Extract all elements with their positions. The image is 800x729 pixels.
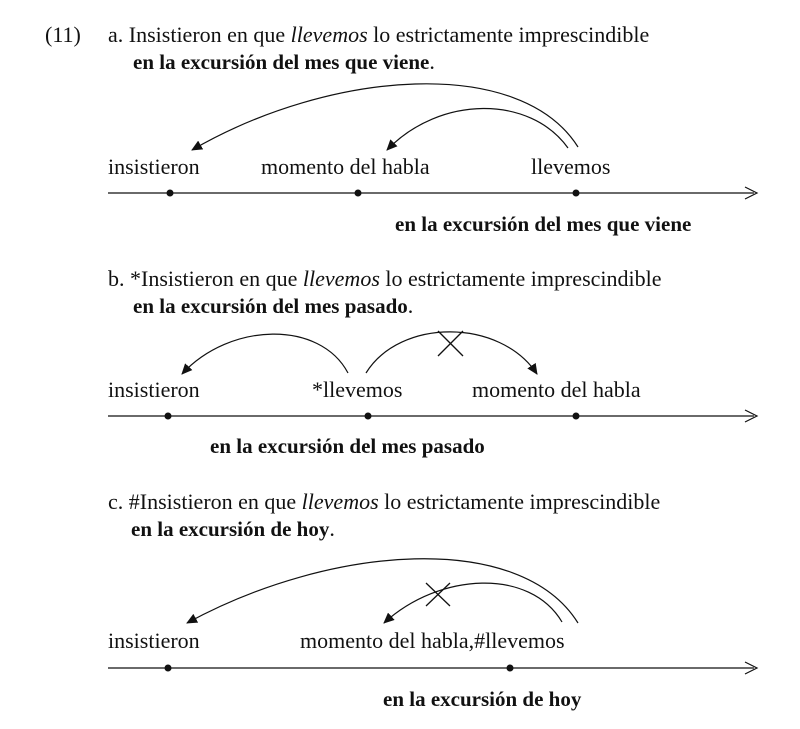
item-letter-a: a. <box>108 22 124 47</box>
timeline-b-label-llevemos: *llevemos <box>312 377 403 402</box>
timeline-b <box>108 331 757 422</box>
timeline-a-label-speech-time: momento del habla <box>261 154 430 179</box>
timeline-c-arc-to-speech-time <box>384 583 562 623</box>
sentence-b-bold-phrase: en la excursión del mes pasado <box>133 294 408 318</box>
item-letter-b: b. <box>108 266 125 291</box>
timeline-a <box>108 84 757 199</box>
item-letter-c: c. <box>108 489 124 514</box>
timeline-c-label-speech-time-llevemos: momento del habla,#llevemos <box>300 628 565 653</box>
sentence-b-pre: *Insistieron en que <box>130 266 298 291</box>
sentence-b-verb: llevemos <box>302 266 380 291</box>
sentence-a-period: . <box>429 49 435 74</box>
timeline-a-arc-to-speech-time <box>387 108 568 150</box>
timeline-b-arc-to-speech-time <box>366 332 537 374</box>
timeline-c <box>108 559 757 674</box>
timeline-c-label-insistieron: insistieron <box>108 628 200 653</box>
timeline-b-label-speech-time: momento del habla <box>472 377 641 402</box>
timeline-b-interval-phrase: en la excursión del mes pasado <box>210 434 485 458</box>
sentence-c-pre: #Insistieron en que <box>128 489 297 514</box>
timeline-b-point-insistieron <box>165 413 172 420</box>
timeline-a-interval-phrase: en la excursión del mes que viene <box>395 212 692 236</box>
sentence-a-post: lo estrictamente imprescindible <box>373 22 650 47</box>
sentence-a-verb: llevemos <box>290 22 368 47</box>
sentence-c-period: . <box>329 516 335 541</box>
sentence-a-pre: Insistieron en que <box>128 22 286 47</box>
timeline-c-point-insistieron <box>165 665 172 672</box>
timeline-b-point-speech-time <box>573 413 580 420</box>
timeline-a-label-llevemos: llevemos <box>531 154 611 179</box>
sentence-a-bold-phrase: en la excursión del mes que viene <box>133 50 430 74</box>
timeline-c-interval-phrase: en la excursión de hoy <box>383 687 582 711</box>
sentence-b-post: lo estrictamente imprescindible <box>385 266 662 291</box>
sentence-b-period: . <box>407 293 414 318</box>
sentence-c-post: lo estrictamente imprescindible <box>384 489 661 514</box>
timeline-a-arc-to-insistieron <box>192 84 578 150</box>
timeline-b-label-insistieron: insistieron <box>108 377 200 402</box>
timeline-a-label-insistieron: insistieron <box>108 154 200 179</box>
timeline-c-point-speech-time-llevemos <box>507 665 514 672</box>
sentence-c-bold-phrase: en la excursión de hoy <box>131 517 330 541</box>
timeline-b-arc-to-insistieron <box>182 334 348 374</box>
timeline-a-point-llevemos <box>573 190 580 197</box>
timeline-b-point-llevemos <box>365 413 372 420</box>
timeline-a-point-speech-time <box>355 190 362 197</box>
example-number: (11) <box>45 22 81 47</box>
timeline-c-arc-to-insistieron <box>187 559 578 623</box>
timeline-a-point-insistieron <box>167 190 174 197</box>
sentence-c-verb: llevemos <box>301 489 379 514</box>
